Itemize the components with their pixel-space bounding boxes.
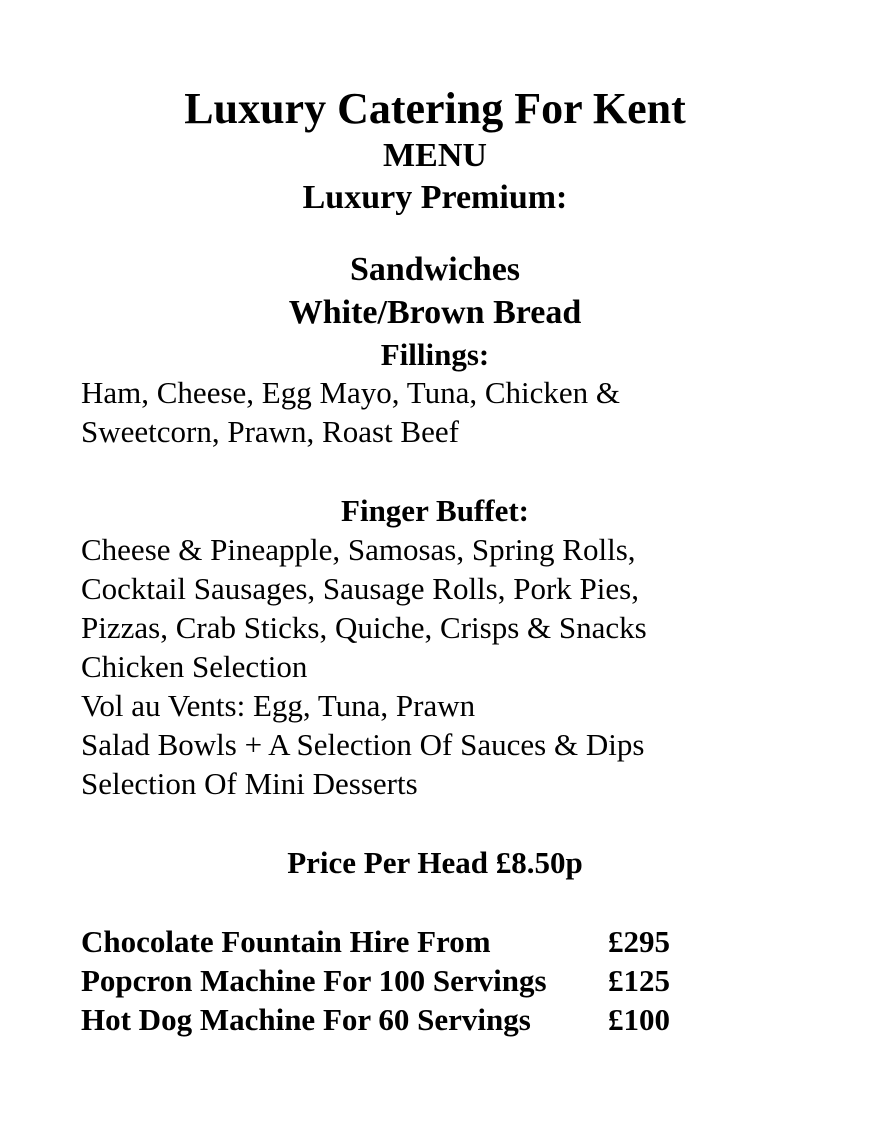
buffet-line: Selection Of Mini Desserts xyxy=(81,766,418,801)
buffet-line: Cocktail Sausages, Sausage Rolls, Pork Pies, xyxy=(81,571,639,606)
extras-list xyxy=(81,922,670,1039)
extra-item xyxy=(81,1000,670,1039)
extra-item-price: £295 xyxy=(608,924,670,959)
price-per-head: Price Per Head £8.50p xyxy=(287,845,583,880)
buffet-line: Cheese & Pineapple, Samosas, Spring Rolls, xyxy=(81,532,636,567)
fillings-list xyxy=(81,373,620,451)
fillings-line: Ham, Cheese, Egg Mayo, Tuna, Chicken & xyxy=(81,375,621,410)
extra-item-price: £125 xyxy=(608,963,670,998)
fillings-line: Sweetcorn, Prawn, Roast Beef xyxy=(81,414,459,449)
menu-label: MENU xyxy=(383,137,487,174)
package-tier-heading: Luxury Premium: xyxy=(302,179,568,216)
extra-item-name: Chocolate Fountain Hire From xyxy=(81,924,491,959)
page-title: Luxury Catering For Kent xyxy=(184,84,686,133)
finger-buffet-heading: Finger Buffet: xyxy=(341,493,529,528)
extra-item-price: £100 xyxy=(608,1002,670,1037)
extra-item xyxy=(81,961,670,1000)
buffet-line: Salad Bowls + A Selection Of Sauces & Dips xyxy=(81,727,645,762)
fillings-heading: Fillings: xyxy=(380,337,490,372)
finger-buffet-list xyxy=(81,530,647,803)
buffet-line: Chicken Selection xyxy=(81,649,308,684)
extra-item-name: Popcron Machine For 100 Servings xyxy=(81,963,547,998)
bread-heading: White/Brown Bread xyxy=(288,294,582,331)
extra-item xyxy=(81,922,670,961)
extra-item-name: Hot Dog Machine For 60 Servings xyxy=(81,1002,531,1037)
sandwiches-heading: Sandwiches xyxy=(349,251,521,288)
buffet-line: Vol au Vents: Egg, Tuna, Prawn xyxy=(81,688,476,723)
buffet-line: Pizzas, Crab Sticks, Quiche, Crisps & Snacks xyxy=(81,610,647,645)
